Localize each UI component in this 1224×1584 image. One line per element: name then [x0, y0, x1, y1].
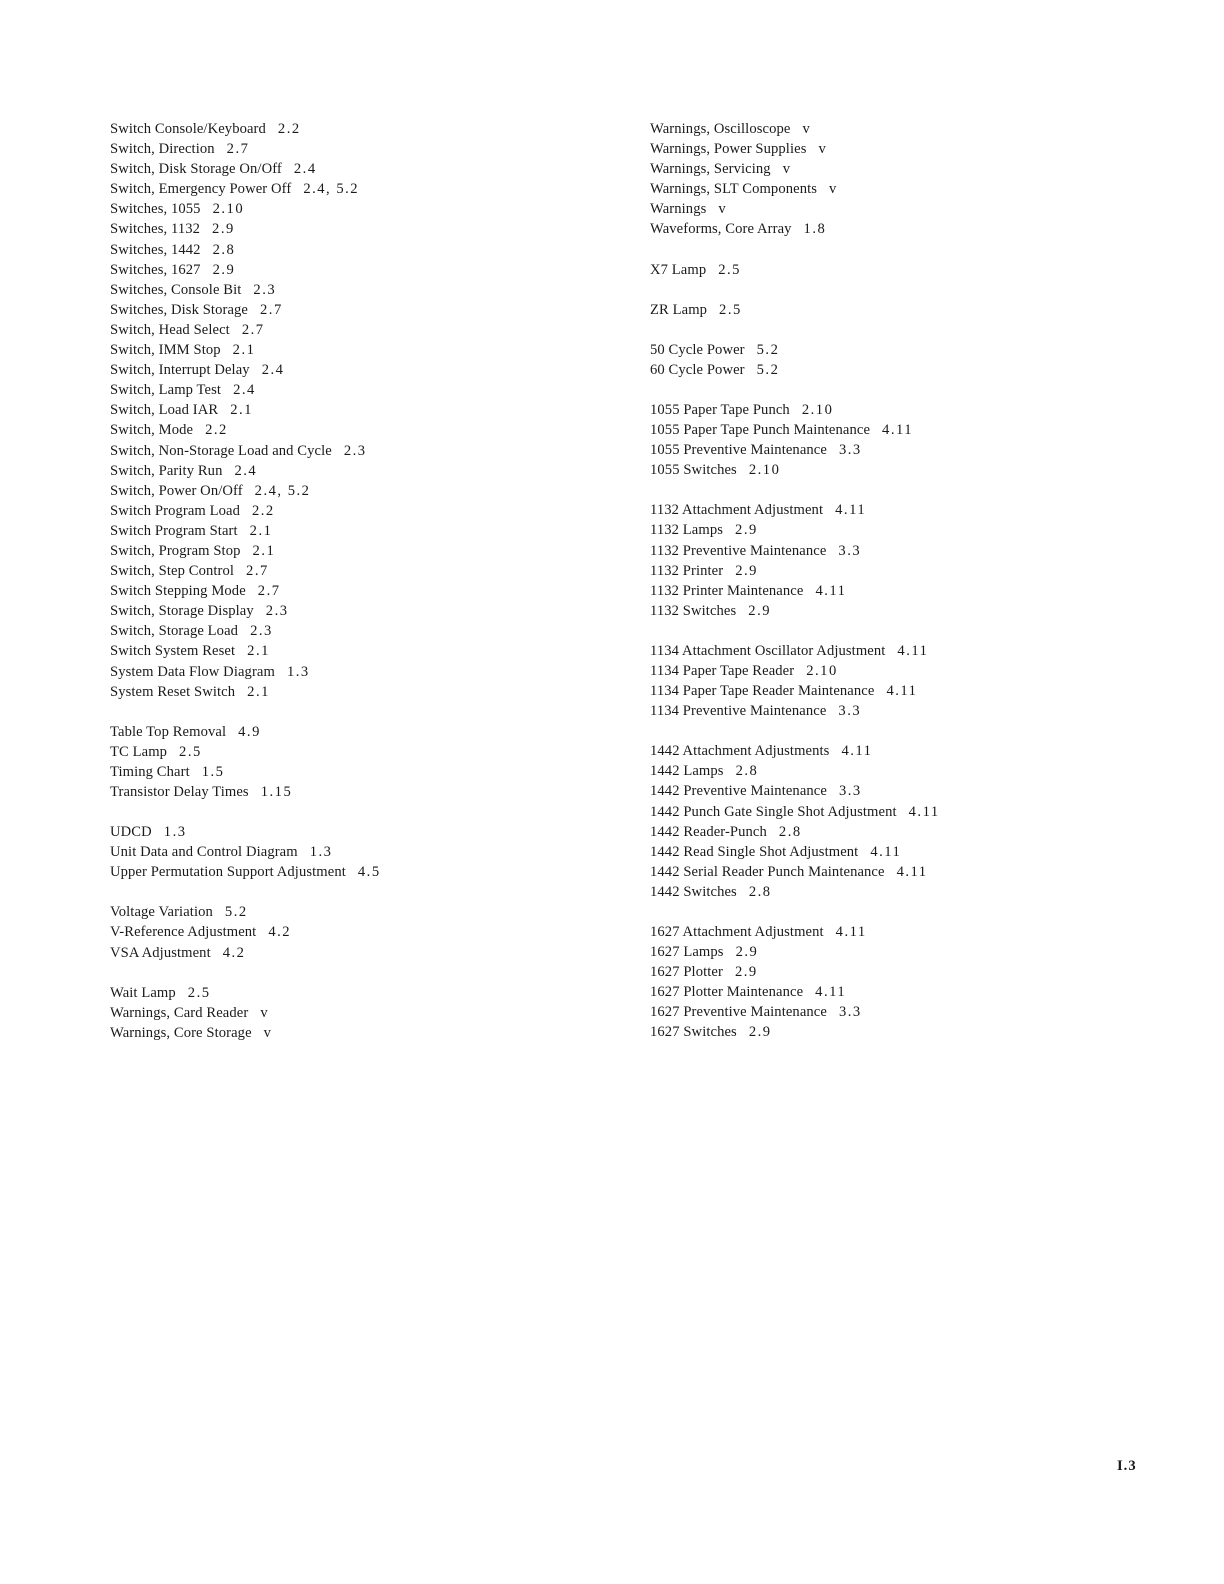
index-term: Unit Data and Control Diagram — [110, 844, 298, 861]
index-entry — [110, 1003, 610, 1023]
index-term: Switch, Storage Load — [110, 623, 239, 640]
index-entry — [650, 500, 1170, 520]
index-entry — [650, 822, 1170, 842]
index-page-ref: 2.9 — [212, 221, 235, 238]
index-term: Switch, Program Stop — [110, 542, 241, 559]
index-page-ref: 2.7 — [257, 583, 281, 600]
index-entry — [110, 199, 610, 219]
index-entry — [650, 159, 1170, 179]
index-entry — [110, 541, 610, 561]
index-term: 1442 Lamps — [650, 763, 724, 780]
index-group — [650, 260, 1170, 280]
index-entry — [650, 842, 1170, 862]
index-term: 1134 Preventive Maintenance — [650, 703, 827, 720]
index-entry — [110, 501, 610, 521]
index-group — [650, 400, 1170, 480]
index-page-ref: 2.3 — [265, 603, 289, 620]
index-page-ref: v — [263, 1024, 273, 1041]
index-entry — [110, 400, 610, 420]
index-page-ref: 2.1 — [247, 683, 270, 700]
index-column-left — [110, 119, 610, 1063]
index-entry — [110, 662, 610, 682]
index-term: 1055 Paper Tape Punch — [650, 401, 790, 418]
index-entry — [650, 561, 1170, 581]
index-term: 50 Cycle Power — [650, 341, 745, 358]
index-term: 1132 Printer — [650, 562, 724, 579]
index-page-ref: 2.1 — [232, 342, 256, 359]
index-page-ref: 2.5 — [187, 984, 211, 1001]
index-term: 1055 Paper Tape Punch Maintenance — [650, 422, 871, 439]
index-term: 1627 Lamps — [650, 944, 724, 961]
index-group — [110, 722, 610, 802]
index-term: 1132 Switches — [650, 602, 737, 619]
index-page-ref: 2.5 — [719, 301, 742, 318]
index-entry — [650, 942, 1170, 962]
index-entry — [110, 481, 610, 501]
index-term: Timing Chart — [110, 763, 190, 780]
index-term: Switches, 1442 — [110, 241, 201, 258]
index-page-ref: 4.11 — [896, 863, 928, 880]
index-page-ref: 3.3 — [838, 442, 862, 459]
index-page-ref: 2.3 — [250, 623, 273, 640]
page-number: I.3 — [1117, 1458, 1137, 1474]
index-term: Switch, Mode — [110, 422, 194, 439]
index-term: 1132 Attachment Adjustment — [650, 502, 824, 519]
index-page-ref: 4.11 — [815, 582, 847, 599]
index-group — [650, 340, 1170, 380]
index-term: 1055 Preventive Maintenance — [650, 442, 827, 459]
index-page-ref: 2.4 — [233, 382, 256, 399]
index-page-ref: 1.5 — [201, 763, 225, 780]
index-term: Warnings, Servicing — [650, 161, 771, 178]
index-term: Switch, Step Control — [110, 563, 235, 580]
index-term: Switch, Direction — [110, 141, 215, 158]
index-term: 1627 Plotter Maintenance — [650, 984, 804, 1001]
index-page-ref: 2.2 — [277, 121, 301, 137]
index-entry — [650, 1022, 1170, 1042]
index-entry — [110, 461, 610, 481]
index-entry — [110, 521, 610, 541]
index-page-ref: 4.2 — [268, 924, 292, 941]
index-term: Transistor Delay Times — [110, 784, 249, 800]
index-entry — [110, 782, 610, 802]
index-page-ref: 3.3 — [838, 783, 862, 800]
index-entry — [110, 862, 610, 882]
index-page-ref: 4.11 — [886, 683, 918, 700]
index-term: Switches, 1055 — [110, 201, 201, 218]
index-term: Wait Lamp — [110, 984, 176, 1001]
index-entry — [110, 581, 610, 601]
index-term: 1132 Lamps — [650, 522, 724, 539]
index-entry — [110, 822, 610, 842]
index-entry — [110, 441, 610, 461]
index-page-ref: 5.2 — [224, 904, 248, 921]
index-term: Warnings, Core Storage — [110, 1024, 252, 1041]
index-entry — [650, 520, 1170, 540]
index-page-ref: 4.11 — [908, 803, 940, 820]
index-entry — [110, 219, 610, 239]
index-entry — [650, 922, 1170, 942]
index-term: 1442 Read Single Shot Adjustment — [650, 843, 859, 860]
index-term: 1442 Attachment Adjustments — [650, 743, 830, 760]
index-page-ref: 2.1 — [230, 402, 253, 419]
index-entry — [110, 320, 610, 340]
index-page-ref: v — [782, 161, 792, 178]
index-term: Switch Program Load — [110, 502, 240, 519]
index-term: System Reset Switch — [110, 683, 236, 700]
index-page-ref: 1.8 — [803, 221, 827, 238]
index-page-ref: 2.4, 5.2 — [254, 482, 311, 499]
index-page-ref: 1.15 — [260, 784, 293, 800]
index-term: Switches, Console Bit — [110, 281, 242, 298]
index-page-ref: 5.2 — [756, 341, 780, 358]
index-page-ref: v — [802, 121, 812, 137]
index-entry — [110, 260, 610, 280]
index-page-ref: v — [829, 181, 838, 198]
index-term: 1627 Preventive Maintenance — [650, 1004, 827, 1021]
index-group — [110, 119, 610, 702]
index-term: 1055 Switches — [650, 462, 737, 479]
index-page-ref: 2.2 — [251, 502, 275, 519]
index-group — [650, 119, 1170, 240]
index-entry — [110, 139, 610, 159]
index-entry — [110, 119, 610, 139]
index-term: TC Lamp — [110, 743, 168, 760]
index-term: VSA Adjustment — [110, 944, 211, 961]
index-entry — [650, 701, 1170, 721]
index-entry — [110, 682, 610, 702]
index-entry — [650, 420, 1170, 440]
index-page-ref: 2.9 — [735, 522, 758, 539]
index-term: 1442 Preventive Maintenance — [650, 783, 827, 800]
index-page-ref: 2.9 — [735, 944, 759, 961]
index-entry — [110, 842, 610, 862]
index-entry — [650, 862, 1170, 882]
index-page-ref: 3.3 — [838, 703, 862, 720]
index-entry — [110, 902, 610, 922]
index-page-ref: 2.4 — [293, 161, 317, 178]
index-term: Switch, IMM Stop — [110, 342, 221, 359]
index-page-ref: 2.8 — [748, 883, 772, 900]
index-term: Warnings — [650, 201, 707, 218]
index-page-ref: 2.7 — [246, 563, 269, 580]
index-page-ref: 2.8 — [212, 241, 236, 258]
index-entry — [110, 762, 610, 782]
index-term: Waveforms, Core Array — [650, 221, 792, 238]
index-entry — [110, 340, 610, 360]
index-entry — [110, 240, 610, 260]
index-term: Switches, 1132 — [110, 221, 201, 238]
index-entry — [110, 561, 610, 581]
index-entry — [650, 661, 1170, 681]
index-entry — [650, 741, 1170, 761]
index-page-ref: 2.4 — [261, 362, 285, 379]
index-entry — [110, 722, 610, 742]
index-term: Switch, Lamp Test — [110, 382, 222, 399]
index-page-ref: 4.11 — [870, 843, 902, 860]
index-term: Switch Program Start — [110, 522, 238, 539]
index-term: Switch, Disk Storage On/Off — [110, 161, 282, 178]
index-page-ref: 3.3 — [838, 542, 862, 559]
index-term: ZR Lamp — [650, 301, 708, 318]
index-page-ref: 2.10 — [212, 201, 245, 218]
index-page-ref: 2.10 — [748, 462, 781, 479]
index-term: Warnings, Power Supplies — [650, 141, 807, 158]
index-page-ref: 2.4 — [234, 462, 258, 479]
index-term: Warnings, SLT Components — [650, 181, 818, 198]
index-entry — [650, 400, 1170, 420]
index-page-ref: 4.2 — [222, 944, 246, 961]
index-term: 60 Cycle Power — [650, 361, 745, 378]
index-term: Switch, Load IAR — [110, 402, 219, 419]
index-page-ref: 2.5 — [718, 261, 741, 278]
index-page-ref: 2.7 — [260, 301, 283, 318]
index-term: Switch, Power On/Off — [110, 482, 243, 499]
index-entry — [110, 179, 610, 199]
index-entry — [650, 601, 1170, 621]
index-column-right — [650, 119, 1170, 1063]
index-page-ref: 2.9 — [734, 964, 758, 981]
index-term: Voltage Variation — [110, 904, 213, 921]
index-page-ref: 2.1 — [247, 643, 270, 660]
index-group — [650, 922, 1170, 1043]
index-page-ref: 4.11 — [835, 924, 867, 940]
index-entry — [650, 761, 1170, 781]
index-page-ref: 2.10 — [801, 401, 834, 418]
index-entry — [650, 541, 1170, 561]
index-entry — [110, 380, 610, 400]
index-term: 1627 Attachment Adjustment — [650, 924, 824, 940]
index-page-ref: 2.9 — [748, 1024, 772, 1041]
index-page-ref: 4.11 — [835, 502, 867, 519]
index-entry — [650, 1002, 1170, 1022]
index-term: X7 Lamp — [650, 261, 707, 278]
index-page-ref: 2.9 — [735, 562, 758, 579]
index-group — [110, 902, 610, 962]
index-term: Upper Permutation Support Adjustment — [110, 864, 346, 881]
index-page-ref: 2.7 — [226, 141, 250, 158]
index-term: 1442 Punch Gate Single Shot Adjustment — [650, 803, 897, 820]
index-entry — [650, 781, 1170, 801]
index-entry — [110, 983, 610, 1003]
index-term: Switch, Parity Run — [110, 462, 223, 479]
index-entry — [110, 922, 610, 942]
index-page-ref: 2.3 — [253, 281, 277, 298]
index-term: Table Top Removal — [110, 723, 227, 740]
index-page-ref: 4.11 — [882, 422, 914, 439]
index-term: Switches, Disk Storage — [110, 301, 248, 318]
index-entry — [110, 360, 610, 380]
index-page-ref: v — [818, 141, 828, 158]
index-entry — [110, 621, 610, 641]
index-entry — [650, 440, 1170, 460]
index-page-ref: 2.2 — [205, 422, 228, 439]
index-entry — [110, 641, 610, 661]
index-term: Switch Stepping Mode — [110, 583, 246, 600]
index-entry — [110, 420, 610, 440]
index-term: Warnings, Oscilloscope — [650, 121, 791, 137]
index-page-ref: 4.9 — [238, 723, 261, 740]
index-page-ref: 2.7 — [241, 321, 265, 338]
index-entry — [650, 581, 1170, 601]
index-page-ref: 2.1 — [249, 522, 273, 539]
index-page-ref: 5.2 — [756, 361, 780, 378]
index-entry — [110, 300, 610, 320]
index-page-ref: 2.8 — [735, 763, 759, 780]
index-page-ref: 2.9 — [212, 261, 236, 278]
index-term: Switch, Interrupt Delay — [110, 362, 250, 379]
index-entry — [650, 199, 1170, 219]
index-entry — [650, 802, 1170, 822]
index-entry — [650, 179, 1170, 199]
index-page-ref: 4.11 — [897, 642, 929, 659]
index-group — [650, 641, 1170, 721]
index-term: V-Reference Adjustment — [110, 924, 257, 941]
index-entry — [110, 1023, 610, 1043]
index-entry — [650, 681, 1170, 701]
index-term: UDCD — [110, 824, 152, 841]
index-page-ref: 4.5 — [357, 864, 381, 881]
index-entry — [110, 280, 610, 300]
index-page-ref: 2.4, 5.2 — [303, 181, 360, 198]
index-term: 1442 Reader-Punch — [650, 823, 767, 840]
index-page-ref: 3.3 — [838, 1004, 862, 1021]
index-term: Switch, Head Select — [110, 321, 230, 338]
index-group — [650, 741, 1170, 902]
index-entry — [110, 159, 610, 179]
index-entry — [650, 460, 1170, 480]
index-entry — [650, 641, 1170, 661]
index-term: 1132 Preventive Maintenance — [650, 542, 827, 559]
index-entry — [650, 219, 1170, 239]
index-page-ref: 2.3 — [343, 442, 367, 459]
index-page-ref: v — [718, 201, 728, 218]
index-entry — [650, 882, 1170, 902]
index-term: 1134 Paper Tape Reader Maintenance — [650, 683, 875, 700]
index-entry — [110, 742, 610, 762]
index-entry — [110, 943, 610, 963]
index-page-ref: 1.3 — [286, 663, 310, 680]
index-group — [650, 500, 1170, 621]
index-page-ref: 4.11 — [815, 984, 847, 1001]
index-term: Switch System Reset — [110, 643, 236, 660]
index-term: Switch Console/Keyboard — [110, 121, 266, 137]
index-entry — [650, 300, 1170, 320]
index-entry — [110, 601, 610, 621]
index-term: Switches, 1627 — [110, 261, 201, 278]
index-entry — [650, 119, 1170, 139]
index-term: Switch, Emergency Power Off — [110, 181, 292, 198]
index-page-ref: 2.1 — [252, 542, 276, 559]
index-term: 1134 Paper Tape Reader — [650, 662, 795, 679]
index-page-ref: 1.3 — [163, 824, 187, 841]
index-page-ref: 2.10 — [806, 662, 838, 679]
index-entry — [650, 260, 1170, 280]
index-entry — [650, 139, 1170, 159]
index-term: System Data Flow Diagram — [110, 663, 275, 680]
index-page-ref: 2.5 — [179, 743, 202, 760]
index-group — [650, 300, 1170, 320]
index-term: Warnings, Card Reader — [110, 1004, 249, 1021]
index-term: Switch, Non-Storage Load and Cycle — [110, 442, 332, 459]
index-entry — [650, 962, 1170, 982]
index-term: Switch, Storage Display — [110, 603, 254, 620]
index-page-ref: 2.9 — [748, 602, 772, 619]
index-term: 1134 Attachment Oscillator Adjustment — [650, 642, 886, 659]
index-page-ref: 2.8 — [778, 823, 802, 840]
index-term: 1627 Plotter — [650, 964, 723, 981]
index-term: 1442 Serial Reader Punch Maintenance — [650, 863, 885, 880]
index-term: 1132 Printer Maintenance — [650, 582, 804, 599]
index-term: 1442 Switches — [650, 883, 737, 900]
index-group — [110, 983, 610, 1043]
index-entry — [650, 360, 1170, 380]
index-page-ref: v — [260, 1004, 270, 1021]
index-entry — [650, 982, 1170, 1002]
index-page-ref: 1.3 — [309, 844, 333, 861]
index-group — [110, 822, 610, 882]
index-entry — [650, 340, 1170, 360]
index-page-ref: 4.11 — [841, 743, 873, 760]
index-term: 1627 Switches — [650, 1024, 737, 1041]
